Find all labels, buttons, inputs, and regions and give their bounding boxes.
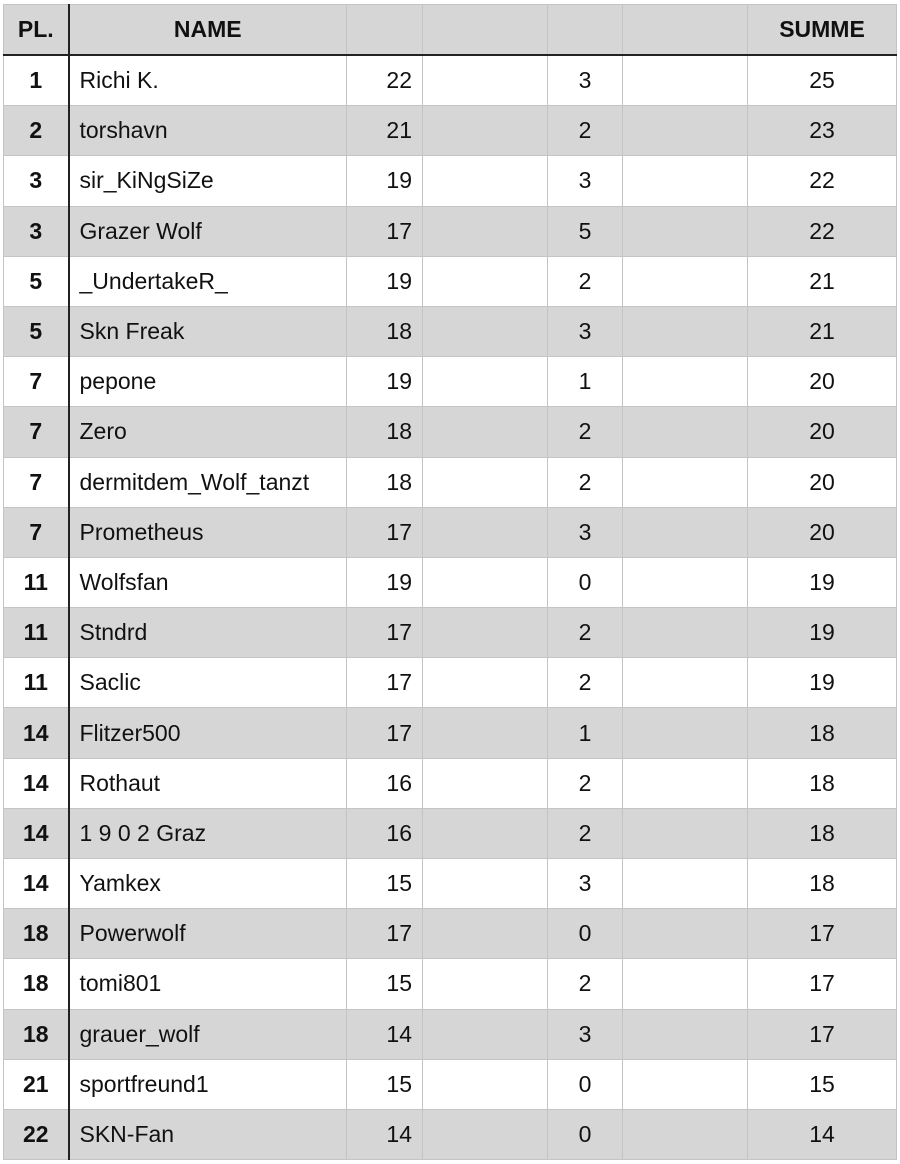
points1-cell: 17	[347, 708, 423, 758]
sum-cell: 22	[748, 206, 897, 256]
sum-cell: 17	[748, 909, 897, 959]
points1-cell: 14	[347, 1009, 423, 1059]
points1-cell: 15	[347, 859, 423, 909]
place-cell: 14	[4, 859, 69, 909]
points1-cell: 19	[347, 256, 423, 306]
table-row	[4, 557, 897, 607]
column-header-sum: SUMME	[748, 5, 897, 56]
sum-cell: 18	[748, 758, 897, 808]
blank-cell	[423, 909, 548, 959]
blank-cell	[623, 557, 748, 607]
place-cell: 7	[4, 507, 69, 557]
table-row	[4, 306, 897, 356]
points1-cell: 17	[347, 608, 423, 658]
place-cell: 14	[4, 808, 69, 858]
points1-cell: 18	[347, 457, 423, 507]
table-row	[4, 1109, 897, 1159]
table-row	[4, 608, 897, 658]
name-cell: Grazer Wolf	[69, 206, 347, 256]
points1-cell: 19	[347, 156, 423, 206]
points2-cell: 2	[548, 808, 623, 858]
blank-cell	[423, 658, 548, 708]
points1-cell: 17	[347, 909, 423, 959]
place-cell: 18	[4, 909, 69, 959]
points2-cell: 2	[548, 758, 623, 808]
points1-cell: 14	[347, 1109, 423, 1159]
ranking-table	[3, 4, 897, 1160]
points2-cell: 0	[548, 909, 623, 959]
table-row	[4, 507, 897, 557]
points1-cell: 22	[347, 55, 423, 106]
column-header-blank	[423, 5, 548, 56]
blank-cell	[623, 407, 748, 457]
points1-cell: 18	[347, 306, 423, 356]
blank-cell	[423, 357, 548, 407]
table-row	[4, 859, 897, 909]
name-cell: Skn Freak	[69, 306, 347, 356]
blank-cell	[423, 859, 548, 909]
table-row	[4, 708, 897, 758]
name-cell: pepone	[69, 357, 347, 407]
blank-cell	[423, 708, 548, 758]
table-row	[4, 1009, 897, 1059]
points2-cell: 3	[548, 859, 623, 909]
sum-cell: 20	[748, 357, 897, 407]
blank-cell	[423, 407, 548, 457]
blank-cell	[623, 206, 748, 256]
blank-cell	[423, 256, 548, 306]
points1-cell: 17	[347, 206, 423, 256]
blank-cell	[623, 256, 748, 306]
blank-cell	[623, 708, 748, 758]
points2-cell: 2	[548, 106, 623, 156]
blank-cell	[623, 808, 748, 858]
points1-cell: 15	[347, 1059, 423, 1109]
points1-cell: 15	[347, 959, 423, 1009]
points2-cell: 1	[548, 708, 623, 758]
blank-cell	[623, 909, 748, 959]
sum-cell: 14	[748, 1109, 897, 1159]
blank-cell	[623, 859, 748, 909]
blank-cell	[423, 1009, 548, 1059]
name-cell: Stndrd	[69, 608, 347, 658]
name-cell: Prometheus	[69, 507, 347, 557]
points2-cell: 0	[548, 1059, 623, 1109]
place-cell: 7	[4, 407, 69, 457]
blank-cell	[423, 608, 548, 658]
sum-cell: 19	[748, 608, 897, 658]
place-cell: 1	[4, 55, 69, 106]
blank-cell	[423, 106, 548, 156]
sum-cell: 19	[748, 658, 897, 708]
name-cell: tomi801	[69, 959, 347, 1009]
name-cell: Zero	[69, 407, 347, 457]
place-cell: 11	[4, 557, 69, 607]
blank-cell	[623, 608, 748, 658]
points2-cell: 2	[548, 959, 623, 1009]
sum-cell: 20	[748, 507, 897, 557]
points2-cell: 0	[548, 1109, 623, 1159]
place-cell: 14	[4, 708, 69, 758]
blank-cell	[423, 557, 548, 607]
points2-cell: 2	[548, 608, 623, 658]
table-row	[4, 256, 897, 306]
blank-cell	[623, 507, 748, 557]
points1-cell: 17	[347, 658, 423, 708]
sum-cell: 18	[748, 708, 897, 758]
blank-cell	[623, 106, 748, 156]
name-cell: Flitzer500	[69, 708, 347, 758]
sum-cell: 19	[748, 557, 897, 607]
points1-cell: 21	[347, 106, 423, 156]
blank-cell	[423, 306, 548, 356]
blank-cell	[623, 55, 748, 106]
sum-cell: 18	[748, 859, 897, 909]
sum-cell: 21	[748, 306, 897, 356]
blank-cell	[423, 156, 548, 206]
column-header-blank	[347, 5, 423, 56]
blank-cell	[623, 1009, 748, 1059]
place-cell: 7	[4, 457, 69, 507]
place-cell: 14	[4, 758, 69, 808]
place-cell: 18	[4, 959, 69, 1009]
name-cell: 1 9 0 2 Graz	[69, 808, 347, 858]
name-cell: dermitdem_Wolf_tanzt	[69, 457, 347, 507]
blank-cell	[623, 658, 748, 708]
blank-cell	[423, 55, 548, 106]
table-row	[4, 658, 897, 708]
points2-cell: 2	[548, 658, 623, 708]
table-row	[4, 909, 897, 959]
blank-cell	[423, 457, 548, 507]
points2-cell: 3	[548, 306, 623, 356]
blank-cell	[423, 808, 548, 858]
name-cell: Saclic	[69, 658, 347, 708]
points2-cell: 1	[548, 357, 623, 407]
blank-cell	[623, 357, 748, 407]
table-row	[4, 457, 897, 507]
place-cell: 18	[4, 1009, 69, 1059]
column-header-place: PL.	[4, 5, 69, 56]
points1-cell: 18	[347, 407, 423, 457]
table-header-row	[4, 5, 897, 56]
points2-cell: 2	[548, 256, 623, 306]
column-header-name: NAME	[69, 5, 347, 56]
name-cell: torshavn	[69, 106, 347, 156]
points2-cell: 2	[548, 407, 623, 457]
points1-cell: 19	[347, 557, 423, 607]
place-cell: 3	[4, 156, 69, 206]
name-cell: Richi K.	[69, 55, 347, 106]
blank-cell	[423, 1109, 548, 1159]
name-cell: Yamkex	[69, 859, 347, 909]
blank-cell	[623, 306, 748, 356]
points2-cell: 3	[548, 507, 623, 557]
points1-cell: 19	[347, 357, 423, 407]
name-cell: Wolfsfan	[69, 557, 347, 607]
blank-cell	[623, 758, 748, 808]
blank-cell	[423, 758, 548, 808]
points1-cell: 16	[347, 808, 423, 858]
name-cell: grauer_wolf	[69, 1009, 347, 1059]
blank-cell	[623, 959, 748, 1009]
name-cell: _UndertakeR_	[69, 256, 347, 306]
place-cell: 7	[4, 357, 69, 407]
blank-cell	[623, 156, 748, 206]
name-cell: Powerwolf	[69, 909, 347, 959]
blank-cell	[423, 1059, 548, 1109]
name-cell: sportfreund1	[69, 1059, 347, 1109]
place-cell: 3	[4, 206, 69, 256]
points2-cell: 0	[548, 557, 623, 607]
points2-cell: 2	[548, 457, 623, 507]
table-row	[4, 156, 897, 206]
points2-cell: 5	[548, 206, 623, 256]
blank-cell	[623, 1059, 748, 1109]
points1-cell: 16	[347, 758, 423, 808]
sum-cell: 25	[748, 55, 897, 106]
table-row	[4, 206, 897, 256]
place-cell: 5	[4, 306, 69, 356]
sum-cell: 20	[748, 457, 897, 507]
points2-cell: 3	[548, 55, 623, 106]
place-cell: 22	[4, 1109, 69, 1159]
name-cell: SKN-Fan	[69, 1109, 347, 1159]
blank-cell	[423, 959, 548, 1009]
place-cell: 5	[4, 256, 69, 306]
table-row	[4, 1059, 897, 1109]
name-cell: sir_KiNgSiZe	[69, 156, 347, 206]
sum-cell: 20	[748, 407, 897, 457]
blank-cell	[423, 206, 548, 256]
sum-cell: 23	[748, 106, 897, 156]
table-row	[4, 758, 897, 808]
table-row	[4, 808, 897, 858]
points2-cell: 3	[548, 156, 623, 206]
blank-cell	[623, 457, 748, 507]
table-row	[4, 357, 897, 407]
sum-cell: 17	[748, 1009, 897, 1059]
sum-cell: 21	[748, 256, 897, 306]
table-row	[4, 959, 897, 1009]
blank-cell	[623, 1109, 748, 1159]
column-header-blank	[623, 5, 748, 56]
sum-cell: 18	[748, 808, 897, 858]
table-row	[4, 407, 897, 457]
table-row	[4, 55, 897, 106]
sum-cell: 15	[748, 1059, 897, 1109]
table-row	[4, 106, 897, 156]
table-body	[4, 55, 897, 1160]
points1-cell: 17	[347, 507, 423, 557]
column-header-blank	[548, 5, 623, 56]
points2-cell: 3	[548, 1009, 623, 1059]
place-cell: 21	[4, 1059, 69, 1109]
sum-cell: 22	[748, 156, 897, 206]
blank-cell	[423, 507, 548, 557]
place-cell: 11	[4, 658, 69, 708]
name-cell: Rothaut	[69, 758, 347, 808]
place-cell: 2	[4, 106, 69, 156]
place-cell: 11	[4, 608, 69, 658]
sum-cell: 17	[748, 959, 897, 1009]
